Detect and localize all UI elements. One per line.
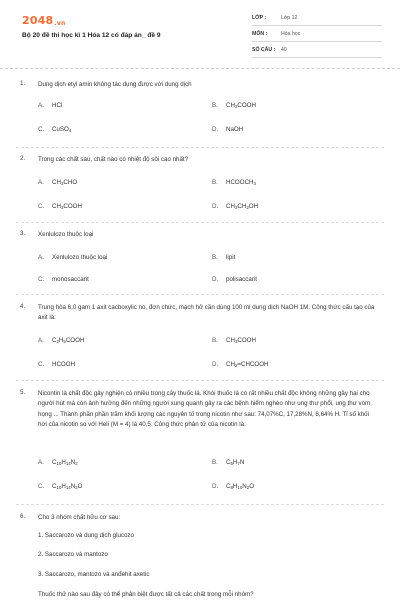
- question-divider: [16, 147, 384, 148]
- question-text: Cho 3 nhóm chất hữu cơ sau:: [38, 514, 121, 521]
- option-a[interactable]: A. $C_2H_5COOH$: [38, 337, 85, 344]
- option-d[interactable]: D. $CH_2=CHCOOH$: [212, 361, 269, 368]
- question-number: 3.: [20, 230, 26, 237]
- option-b[interactable]: B. $CH_3COOH$: [212, 102, 256, 109]
- option-d[interactable]: D. polisaccarit: [212, 276, 257, 283]
- page-header: [0, 0, 400, 68]
- option-d[interactable]: D. NaOH: [212, 126, 244, 133]
- option-c[interactable]: C. $CH_3COOH$: [38, 203, 82, 210]
- meta-label: SỐ CÂU :: [252, 46, 276, 53]
- question-text: Dung dịch etyl amin không tác dụng được với dung dịch: [38, 81, 192, 88]
- question-divider: [16, 380, 384, 381]
- meta-value: Lớp 12: [281, 14, 298, 21]
- option-d[interactable]: D. $C_8H_{10}N_2O$: [212, 483, 255, 490]
- option-c[interactable]: C. $C_{10}H_{14}N_2O$: [38, 483, 83, 490]
- document-title: Bộ 20 đề thi học kì 1 Hóa 12 có đáp án_ đề 9: [22, 32, 161, 39]
- meta-label: LỚP :: [252, 14, 267, 21]
- question-divider: [16, 222, 384, 223]
- option-b[interactable]: B. $C_5H_7N$: [212, 459, 245, 466]
- meta-row-mon: [252, 26, 382, 42]
- meta-value: Hóa học: [281, 30, 301, 37]
- statement-3: 3. Saccarozo, mantozo và anđehit axetic: [38, 571, 150, 578]
- option-c[interactable]: C. monosaccarit: [38, 276, 89, 283]
- option-a[interactable]: A. HCl: [38, 102, 63, 109]
- meta-value: 40: [281, 46, 287, 53]
- question-text: Trong các chất sau, chất nào có nhiệt độ sôi cao nhất?: [38, 156, 189, 163]
- option-b[interactable]: B. lipit: [212, 254, 236, 261]
- option-a[interactable]: A. Xenlulozo thuộc loại: [38, 254, 108, 261]
- statement-1: 1. Saccarozo và dung dịch glucozo: [38, 532, 134, 539]
- option-a[interactable]: A. $C_{10}H_{14}N_2$: [38, 459, 78, 466]
- meta-label: MÔN :: [252, 30, 268, 37]
- question-number: 5.: [20, 389, 26, 396]
- exam-meta: [252, 10, 382, 58]
- option-c[interactable]: C. CuSO$_4$: [38, 126, 72, 133]
- question-text: Xenlulozo thuộc loại: [38, 231, 94, 238]
- statement-2: 2. Saccarozo và mantozo: [38, 551, 108, 558]
- option-b[interactable]: B. $HCOOCH_3$: [212, 179, 256, 186]
- option-d[interactable]: D. $CH_3CH_2OH$: [212, 203, 259, 210]
- site-logo[interactable]: 2048.vn: [22, 14, 66, 27]
- question-text: Nicontin là chất độc gây nghiện có nhiều trong cây thuốc lá. Khói thuốc lá có rất nhiều chất độc không những gây hại cho người hút mà còn ảnh hưởng đến những người xung quanh gây ra các bệnh hiểm nghèo như ung thư phổi, ung thư vòm họng ... Thành phần phần trăm khối lượng các nguyên tố trong nicotin như sau: 74,07%C, 17,28%N, 8,64% H. Tỉ số khối hơi của nicotin so với Heli (M = 4) là 40,5. Công thức phân tử của nicotin là:: [38, 390, 371, 429]
- option-b[interactable]: B. $CH_3COOH$: [212, 337, 256, 344]
- question-divider: [16, 294, 384, 295]
- question-text: Trung hòa 6,0 gam 1 axit cacboxylic no, đơn chức, mạch hở cần dùng 100 ml dung dịch NaOH 1M. Công thức cấu tạo của axit là:: [38, 304, 375, 322]
- meta-row-socau: [252, 42, 382, 58]
- header-divider: [0, 68, 400, 69]
- question-number: 6.: [20, 513, 26, 520]
- question-number: 4.: [20, 303, 26, 310]
- question-tail: Thuốc thử nào sau đây có thể phân biệt được tất cả các chất trong mỗi nhóm?: [38, 591, 254, 598]
- option-c[interactable]: C. HCOOH: [38, 361, 76, 368]
- question-number: 2.: [20, 155, 26, 162]
- question-divider: [16, 504, 384, 505]
- option-a[interactable]: A. $CH_3CHO$: [38, 179, 78, 186]
- question-number: 1.: [20, 80, 26, 87]
- meta-row-lop: [252, 10, 382, 26]
